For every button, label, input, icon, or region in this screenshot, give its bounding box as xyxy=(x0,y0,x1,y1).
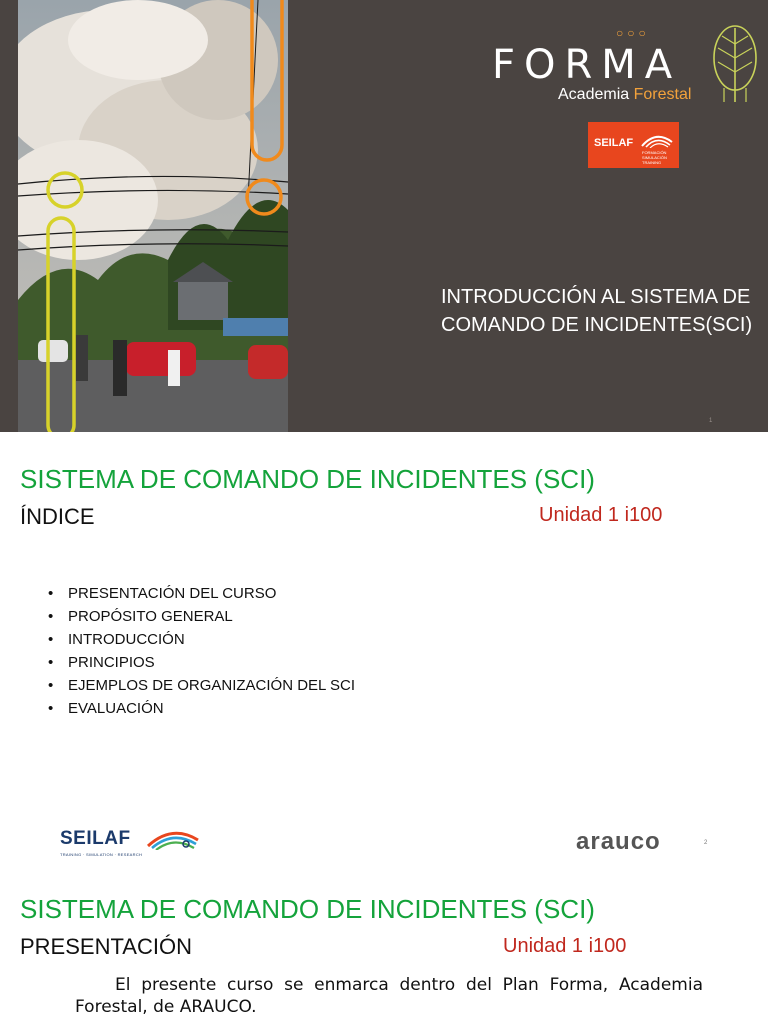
slide-3-unit-label: Unidad 1 i100 xyxy=(503,935,627,957)
forma-dots-icon: ○○○ xyxy=(616,26,650,40)
forma-subtitle xyxy=(558,86,691,104)
slide-1-title-line-1: INTRODUCCIÓN AL SISTEMA DE xyxy=(441,286,751,308)
seilaf-wave-icon xyxy=(146,824,200,850)
seilaf-badge-name: SEILAF xyxy=(594,137,634,149)
list-item: • EJEMPLOS DE ORGANIZACIÓN DEL SCI xyxy=(48,674,355,697)
bullet-icon: • xyxy=(48,585,54,602)
bullet-icon: • xyxy=(48,631,54,648)
seilaf-badge-tagline: FORMACIÓN SIMULACIÓN TRAINING xyxy=(642,150,667,165)
slide-2-unit-label: Unidad 1 i100 xyxy=(539,504,663,526)
tree-leaf-icon xyxy=(710,22,760,106)
bullet-icon: • xyxy=(48,654,54,671)
decorative-line-overlay xyxy=(18,0,288,432)
slide-2 xyxy=(0,432,768,864)
seilaf-badge xyxy=(588,122,679,168)
list-item: • PROPÓSITO GENERAL xyxy=(48,605,355,628)
forma-subtitle-accent: Forestal xyxy=(633,86,692,103)
forma-subtitle-left: Academia xyxy=(558,86,630,103)
seilaf-wave-icon xyxy=(640,130,674,148)
forma-wordmark: FORMA xyxy=(492,42,682,88)
arauco-logo: arauco xyxy=(576,828,661,855)
slide-2-subtitle: ÍNDICE xyxy=(20,504,95,529)
wildfire-smoke-photo xyxy=(18,0,288,432)
seilaf-footer-name: SEILAF xyxy=(60,828,131,849)
slide-3-title: SISTEMA DE COMANDO DE INCIDENTES (SCI) xyxy=(20,894,595,924)
bullet-icon: • xyxy=(48,608,54,625)
slide-1 xyxy=(0,0,768,432)
slide-1-title-line-2: COMANDO DE INCIDENTES(SCI) xyxy=(441,314,753,336)
slide-3-subtitle: PRESENTACIÓN xyxy=(20,934,192,959)
seilaf-footer-logo xyxy=(60,822,200,862)
slide-2-title: SISTEMA DE COMANDO DE INCIDENTES (SCI) xyxy=(20,464,595,494)
slide-1-title xyxy=(441,283,768,339)
list-item: • INTRODUCCIÓN xyxy=(48,628,355,651)
index-list xyxy=(48,582,355,720)
bullet-icon: • xyxy=(48,700,54,717)
slide-3 xyxy=(0,864,768,1024)
bullet-icon: • xyxy=(48,677,54,694)
seilaf-footer-tagline: TRAINING · SIMULATION · RESEARCH xyxy=(60,852,143,857)
slide-3-paragraph: El presente curso se enmarca dentro del Plan Forma, Academia Forestal, de ARAUCO. xyxy=(75,975,703,1017)
forma-logo xyxy=(488,22,768,112)
list-item: • PRESENTACIÓN DEL CURSO xyxy=(48,582,355,605)
slide-2-page-number: 2 xyxy=(704,840,708,846)
list-item: • PRINCIPIOS xyxy=(48,651,355,674)
list-item: • EVALUACIÓN xyxy=(48,697,355,720)
slide-1-page-number: 1 xyxy=(709,418,713,424)
